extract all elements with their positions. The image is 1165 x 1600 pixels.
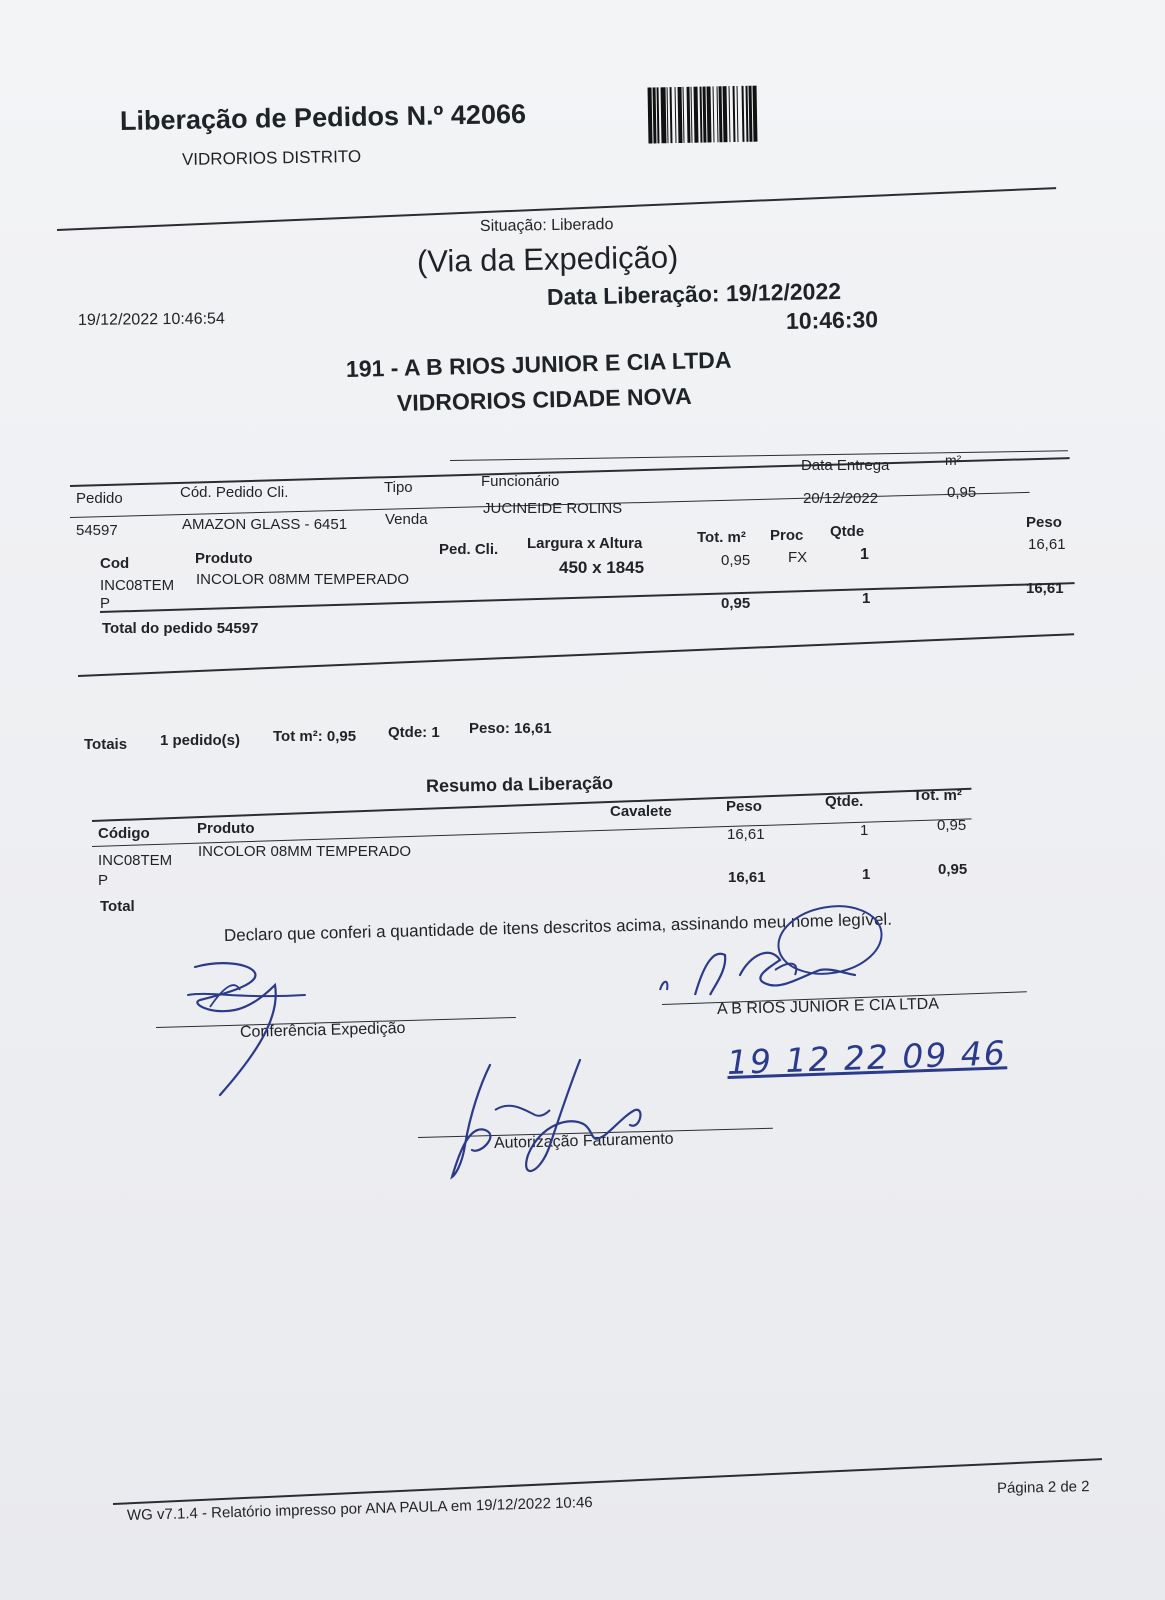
order-total-label: Total do pedido 54597 — [102, 620, 259, 637]
order-delivery-date: 20/12/2022 — [803, 490, 879, 507]
summary-total-m2: 0,95 — [938, 861, 968, 878]
order-m2: 0,95 — [947, 484, 977, 501]
customer-store: VIDRORIOS CIDADE NOVA — [396, 382, 692, 416]
item-proc: FX — [788, 549, 808, 566]
item-col-produto: Produto — [195, 550, 253, 567]
item-col-ped-cli: Ped. Cli. — [439, 541, 499, 558]
summary-col-peso: Peso — [726, 798, 762, 815]
order-number: 54597 — [76, 522, 118, 539]
col-m2: m² — [945, 452, 962, 468]
barcode — [648, 84, 825, 143]
item-product: INCOLOR 08MM TEMPERADO — [196, 571, 410, 588]
summary-col-cavalete: Cavalete — [610, 803, 672, 820]
col-data-entrega: Data Entrega — [801, 457, 890, 474]
item-dimensions: 450 x 1845 — [559, 558, 645, 577]
summary-qtde: 1 — [860, 822, 869, 839]
summary-col-qtde: Qtde. — [825, 793, 864, 810]
company-signature-label: A B RIOS JUNIOR E CIA LTDA — [716, 995, 940, 1018]
col-cod-pedido-cli: Cód. Pedido Cli. — [180, 484, 289, 501]
item-col-cod: Cod — [100, 555, 130, 572]
totals-pedidos: 1 pedido(s) — [160, 732, 241, 749]
order-total-peso: 16,61 — [1026, 580, 1064, 597]
summary-total-label: Total — [100, 898, 135, 915]
order-client-code: AMAZON GLASS - 6451 — [182, 516, 348, 533]
summary-product: INCOLOR 08MM TEMPERADO — [198, 843, 412, 860]
document-title: Liberação de Pedidos N.º 42066 — [119, 98, 527, 136]
totals-m2: Tot m²: 0,95 — [273, 728, 357, 745]
item-col-tot-m2: Tot. m² — [697, 529, 746, 546]
order-employee: JUCINEIDE ROLINS — [483, 500, 623, 517]
item-code: INC08TEM — [100, 577, 175, 594]
order-total-qtde: 1 — [862, 590, 871, 607]
item-col-qtde: Qtde — [830, 523, 865, 540]
item-col-largura-altura: Largura x Altura — [527, 535, 643, 552]
conferencia-label: Conferência Expedição — [239, 1019, 406, 1041]
totals-label: Totais — [84, 736, 128, 753]
order-type: Venda — [385, 511, 428, 528]
release-date: Data Liberação: 19/12/2022 — [546, 277, 842, 310]
summary-total-qtde: 1 — [862, 866, 871, 883]
status-text: Situação: Liberado — [479, 216, 614, 235]
item-col-peso: Peso — [1026, 514, 1062, 531]
summary-col-produto: Produto — [197, 820, 255, 837]
order-total-m2: 0,95 — [721, 595, 751, 612]
item-peso: 16,61 — [1028, 536, 1066, 553]
page-number: Página 2 de 2 — [996, 1478, 1090, 1497]
print-datetime: 19/12/2022 10:46:54 — [77, 310, 225, 329]
col-pedido: Pedido — [76, 490, 123, 507]
summary-tot-m2: 0,95 — [937, 817, 967, 834]
summary-title: Resumo da Liberação — [425, 772, 614, 796]
signature-autorizacao — [440, 1055, 670, 1185]
col-tipo: Tipo — [384, 479, 413, 496]
autorizacao-label: Autorização Faturamento — [493, 1130, 674, 1152]
customer-name: 191 - A B RIOS JUNIOR E CIA LTDA — [345, 346, 732, 382]
item-col-proc: Proc — [770, 527, 804, 544]
footer-printed-by: WG v7.1.4 - Relatório impresso por ANA PAULA em 19/12/2022 10:46 — [126, 1493, 593, 1524]
summary-peso: 16,61 — [727, 826, 765, 843]
summary-col-codigo: Código — [98, 825, 150, 842]
item-code-cont: P — [100, 595, 111, 612]
summary-total-peso: 16,61 — [728, 869, 766, 886]
company-subtitle: VIDRORIOS DISTRITO — [181, 146, 362, 169]
col-funcionario: Funcionário — [481, 473, 560, 490]
declaration-text: Declaro que conferi a quantidade de itens descritos acima, assinando meu nome legível. — [223, 909, 893, 945]
totals-qtde: Qtde: 1 — [388, 724, 440, 741]
summary-code: INC08TEM — [98, 852, 173, 869]
copy-label: (Via da Expedição) — [416, 239, 679, 279]
release-time: 10:46:30 — [785, 306, 879, 334]
totals-peso: Peso: 16,61 — [469, 720, 552, 737]
summary-col-tot-m2: Tot. m² — [913, 787, 962, 804]
item-tot-m2: 0,95 — [721, 552, 751, 569]
summary-code-cont: P — [98, 872, 109, 889]
item-qtde: 1 — [860, 546, 869, 563]
handwritten-date: 19 12 22 09 46 — [726, 1033, 1008, 1082]
